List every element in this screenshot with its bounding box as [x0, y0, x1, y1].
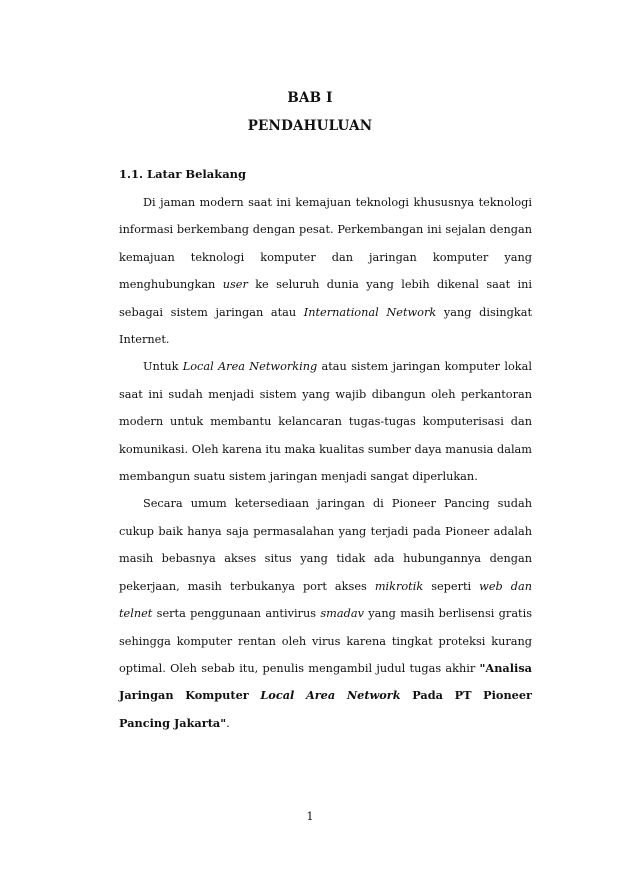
- text-run: International Network: [303, 305, 437, 319]
- text-run: web dan telnet: [119, 579, 533, 621]
- text-run: smadav: [320, 607, 364, 621]
- text-run: Secara umum ketersediaan jaringan di Pioneer Pancing sudah cukup baik hanya saja permasalahan yang terjadi pada Pioneer adalah masih bebasnya akses situs yang tidak ada hubungannya dengan pekerjaan, masih terbukanya port akses: [119, 497, 532, 593]
- text-run: serta penggunaan antivirus: [152, 607, 321, 621]
- section-heading: 1.1. Latar Belakang: [119, 167, 247, 181]
- text-run: seperti: [423, 579, 480, 593]
- text-run: atau sistem jaringan komputer lokal saat ini sudah menjadi sistem yang wajib dibangun oleh perkantoran modern untuk membantu kelancaran tugas-tugas komputerisasi dan komunikasi. Oleh karena itu maka kualitas sumber daya manusia dalam membangun suatu sistem jaringan menjadi sangat diperlukan.: [119, 360, 532, 484]
- paragraph-2: [119, 353, 532, 490]
- paragraph-1: [119, 189, 532, 353]
- paragraph-3: [119, 490, 532, 737]
- chapter-number: BAB I: [287, 90, 333, 106]
- text-run: mikrotik: [374, 579, 424, 593]
- text-run: Local Area Networking: [182, 360, 318, 374]
- text-run: user: [222, 278, 248, 292]
- text-run: ke seluruh dunia yang lebih dikenal saat ini sebagai sistem jaringan atau: [119, 278, 532, 319]
- text-run: "Analisa Jaringan Komputer: [119, 660, 532, 703]
- text-run: Untuk: [143, 360, 183, 374]
- text-run: .: [226, 716, 230, 730]
- chapter-title: PENDAHULUAN: [247, 118, 373, 134]
- text-run: yang masih berlisensi gratis sehingga komputer rentan oleh virus karena tingkat proteksi kurang optimal. Oleh sebab itu, penulis mengambil judul tugas akhir: [119, 607, 533, 675]
- text-run: Local Area Network: [260, 688, 401, 703]
- text-run: yang disingkat Internet.: [119, 305, 532, 347]
- body-text: [119, 189, 532, 737]
- text-run: Pada PT Pioneer Pancing Jakarta": [119, 688, 532, 730]
- page-number: 1: [306, 810, 314, 823]
- text-run: Di jaman modern saat ini kemajuan teknologi khususnya teknologi informasi berkembang dengan pesat. Perkembangan ini sejalan dengan kemajuan teknologi komputer dan jaringan komputer yang menghubungkan: [119, 196, 532, 292]
